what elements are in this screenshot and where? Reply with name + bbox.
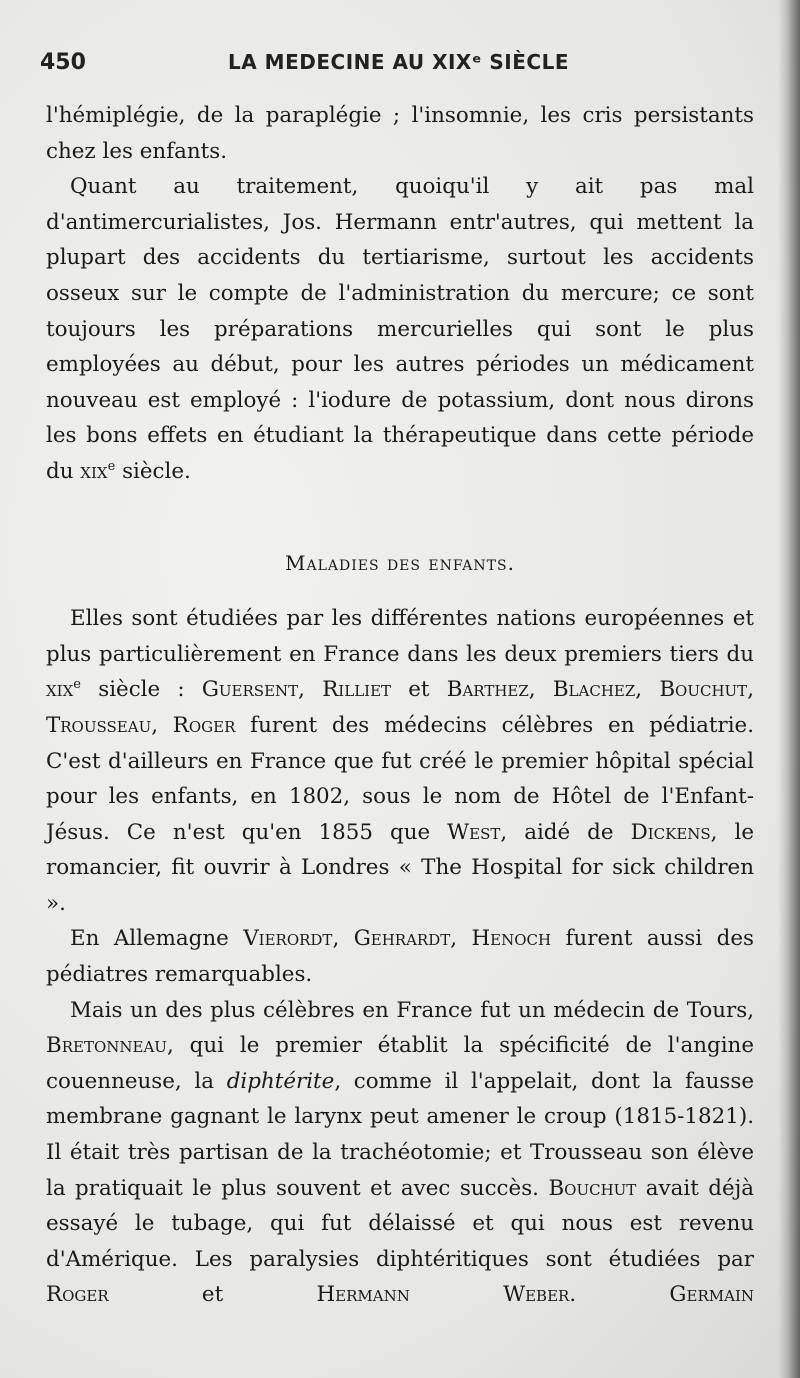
paragraph-text: l'hémiplégie, de la paraplégie ; l'insomnie, les cris persistants chez les enfants. (46, 103, 754, 164)
paragraph-text: et (391, 677, 447, 703)
author-name: Barthez (446, 677, 529, 703)
author-name: Gehrardt (353, 926, 451, 952)
paragraph-bretonneau (46, 993, 754, 1313)
paragraph-text: , (635, 677, 660, 703)
paragraph-text: , (151, 712, 173, 738)
author-name: Roger (46, 1282, 109, 1308)
paragraph-text: , qui le premier établit la spécificité de l'angine couenneuse, la (46, 1033, 754, 1094)
paragraph-text: , (332, 926, 354, 952)
emphasized-term: diphtérite (226, 1068, 335, 1094)
paragraph-text: furent des médecins célèbres en pédiatrie. C'est d'ailleurs en France que fut créé le premier hôpital spécial pour les enfants, en 1802, sous le nom de Hôtel de l'Enfant-Jésus. Ce n'est qu'en 1855 que (46, 712, 754, 845)
page-number: 450 (40, 50, 86, 75)
author-name: Henoch (471, 926, 552, 952)
paragraph-continuation (46, 98, 754, 169)
author-name: Bouchut (548, 1175, 637, 1201)
paragraph-text: , (747, 677, 754, 703)
paragraph-text: , (298, 677, 323, 703)
paragraph-text: siècle : (81, 677, 202, 703)
paragraph-text: furent aussi des pédiatres remarquables. (46, 926, 754, 988)
author-name: Germain (669, 1282, 754, 1308)
author-name: Bouchut (659, 677, 748, 703)
paragraph-text: et (108, 1282, 317, 1308)
paragraph-text: . (569, 1282, 670, 1308)
author-name: Bretonneau (46, 1033, 167, 1059)
book-spine-shadow (778, 0, 800, 1378)
paragraph-text: avait déjà essayé le tubage, qui fut délaissé et qui nous est revenu d'Amérique. Les paralysies diphtéritiques sont étudiées par (46, 1175, 754, 1272)
running-title: LA MEDECINE AU XIXᵉ SIÈCLE (228, 50, 569, 74)
paragraph-nations (46, 601, 754, 921)
paragraph-text: Elles sont étudiées par les différentes nations européennes et plus particulièrement en France dans les deux premiers tiers du (46, 606, 754, 667)
author-name: Roger (172, 712, 236, 738)
century-numeral: xix (46, 677, 74, 703)
paragraph-text: En Allemagne (70, 926, 244, 952)
author-name: Dickens (630, 819, 711, 845)
page-header (40, 50, 750, 90)
superscript: e (107, 458, 116, 474)
page-body (46, 98, 754, 1313)
author-name: Guersent (201, 677, 299, 703)
paragraph-text: , (450, 926, 472, 952)
paragraph-text: Quant au traitement, quoiqu'il y ait pas mal d'antimercurialistes, Jos. Hermann entr'autres, qui mettent la plupart des accidents du tertiarisme, surtout les accidents osseux sur le compte de l'administration du mercure; ce sont toujours les préparations mercurielles qui sont le plus employées au début, pour les autres périodes un médicament nouveau est employé : l'iodure de potassium, dont nous dirons les bons effets en étudiant la thérapeutique dans cette période du (46, 174, 754, 484)
paragraph-text: , le romancier, fit ouvrir à Londres « The Hospital for sick children ». (46, 819, 754, 916)
author-name: Rilliet (322, 677, 392, 703)
paragraph-germany (46, 921, 754, 992)
author-name: Hermann Weber (316, 1282, 570, 1308)
paragraph-text: siècle. (115, 458, 191, 484)
author-name: West (447, 819, 501, 845)
author-name: Trousseau (46, 712, 152, 738)
paragraph-text: , (528, 677, 553, 703)
paragraph-text: , aidé de (500, 819, 631, 845)
author-name: Blachez (552, 677, 636, 703)
paragraph-treatment (46, 169, 754, 489)
section-heading (46, 546, 754, 582)
century-numeral: xix (80, 458, 108, 484)
superscript: e (73, 677, 81, 693)
paragraph-text: , comme il l'appelait, dont la fausse membrane gagnant le larynx peut amener le croup (1815-1821). Il était très partisan de la trachéotomie; et Trousseau son élève la pratiquait le plus souvent et avec succès. (46, 1068, 755, 1201)
author-name: Vierordt (243, 926, 333, 952)
section-heading-text: Maladies des enfants. (285, 550, 515, 575)
paragraph-text: Mais un des plus célèbres en France fut un médecin de Tours, (70, 997, 754, 1023)
